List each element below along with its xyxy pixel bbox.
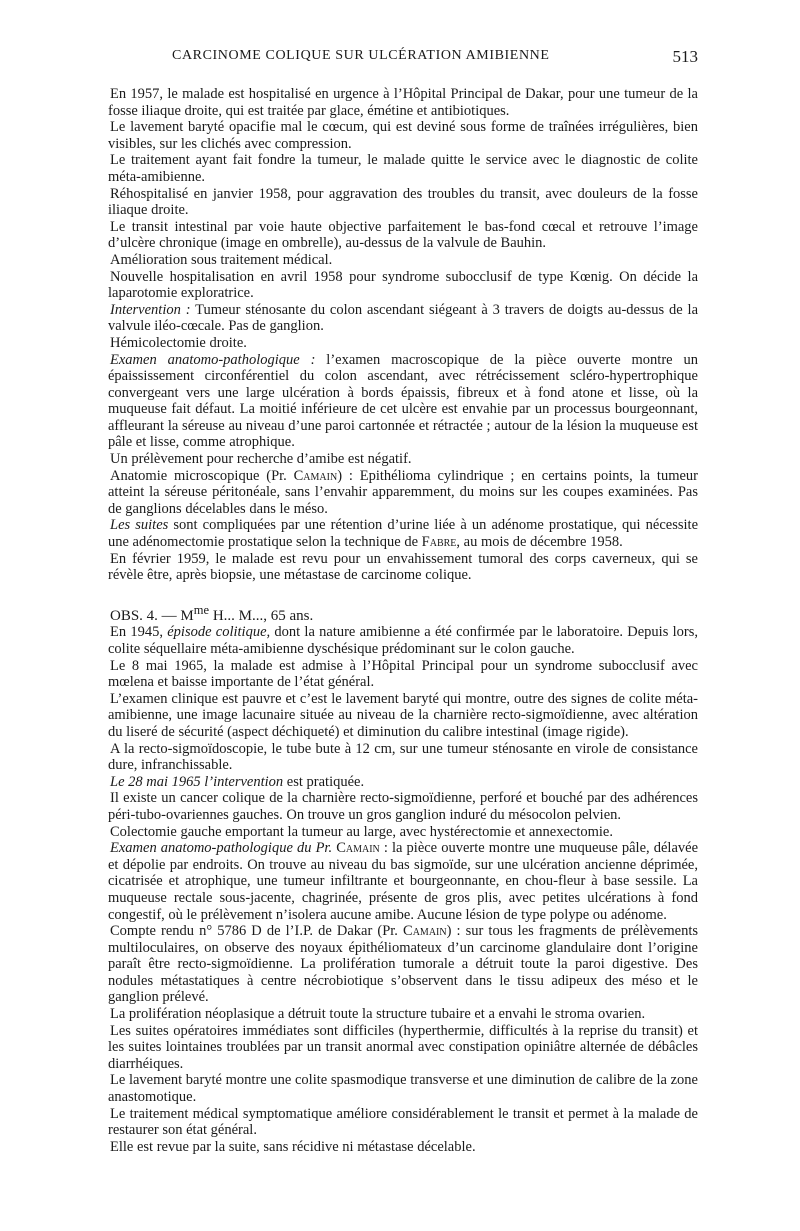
paragraph [108, 468, 698, 518]
heading-text: OBS. 4. — M [110, 607, 194, 624]
paragraph [108, 840, 698, 923]
running-header [110, 48, 698, 72]
observation-heading [108, 602, 698, 625]
author-name: Camain [293, 467, 338, 484]
paragraph-text: sont compliquées par une rétention d’urine liée à un adénome prostatique, qui nécessite une adénomectomie prostatique selon la technique de [108, 517, 699, 551]
paragraph: Le transit intestinal par voie haute objective parfaitement le bas-fond cœcal et retrouve l’image d’ulcère chronique (image en ombrelle), au-dessus de la valvule de Bauhin. [108, 218, 698, 252]
paragraph-italic: Examen anatomo-pathologique du Pr. [110, 840, 337, 857]
paragraph: La prolifération néoplasique a détruit toute la structure tubaire et a envahi le stroma ovarien. [110, 1006, 646, 1023]
paragraph-text: ) : sur tous les fragments de prélèvements multiloculaires, on observe des noyaux épithéliomateux d’un carcinome glandulaire dont l’origine paraît être recto-sigmoïdienne. La prolifération tumorale a détruit toute la paroi digestive. Des nodules métastatiques à centre nécrobiotique s’observent dans le tissu adipeux des méso et le ganglion prélevé. [108, 923, 699, 1006]
paragraph-text: est pratiquée. [283, 773, 365, 790]
paragraph: En février 1959, le malade est revu pour un envahissement tumoral des corps caverneux, qui se révèle être, après biopsie, une métastase de carcinome colique. [108, 550, 698, 584]
paragraph-text: l’examen macroscopique de la pièce ouverte montre un épaississement circonférentiel du colon ascendant, avec rétrécissement scléro-hypertrophique convergeant vers une large ulcération à bords épaissis, fibreux et à fond atone et lisse, où la muqueuse fait défaut. La moitié inférieure de cet ulcère est envahie par un processus bourgeonnant, affleurant la séreuse au niveau d’une paroi cartonnée et rétractée ; autour de la lésion la muqueuse est pâle et lisse, comme atrophique. [108, 351, 698, 451]
heading-superscript: me [193, 602, 210, 617]
paragraph [108, 302, 698, 335]
paragraph-label: Intervention : [110, 301, 191, 318]
paragraph: Les suites opératoires immédiates sont difficiles (hyperthermie, difficultés à la reprise du transit) et les suites lointaines troublées par un transit anormal avec constipation opiniâtre alternée de débâcles diarrhéiques. [108, 1022, 698, 1072]
paragraph: Il existe un cancer colique de la charnière recto-sigmoïdienne, perforé et bouché par des adhérences péri-tubo-ovariennes gauches. On trouve un gros ganglion induré du mésocolon pelvien. [108, 790, 698, 823]
paragraph-text: : la pièce ouverte montre une muqueuse pâle, délavée et dépolie par endroits. On trouve au niveau du bas sigmoïde, sur une ulcération ancienne déprimée, cicatrisée et atrophique, une tumeur infiltrante et bourgeonnante, en chou-fleur à base sessile. La muqueuse rectale sous-jacente, chagrinée, présente de gros plis, avec petites ulcérations à fond congestif, où le prélèvement n’isolera aucune amibe. Aucune lésion de type polype ou adénome. [108, 840, 699, 923]
paragraph-label: Examen anatomo-pathologique : [110, 351, 316, 368]
author-name: Camain [336, 840, 380, 857]
paragraph [108, 923, 698, 1006]
paragraph-text: dont la nature amibienne a été confirmée par le laboratoire. Depuis lors, colite séquellaire méta-amibienne dyschésique prédominant sur le colon gauche. [108, 624, 698, 657]
paragraph-text: Tumeur sténosante du colon ascendant siégeant à 3 travers de doigts au-dessus de la valvule iléo-cœcale. Pas de ganglion. [108, 301, 699, 335]
paragraph-italic: Le 28 mai 1965 l’intervention [110, 773, 284, 790]
author-name: Camain [403, 923, 447, 940]
paragraph [108, 774, 698, 791]
paragraph: Le 8 mai 1965, la malade est admise à l’Hôpital Principal pour un syndrome subocclusif avec mœlena et baisse importante de l’état général. [108, 657, 698, 691]
paragraph [108, 624, 698, 657]
paragraph: Un prélèvement pour recherche d’amibe est négatif. [110, 451, 412, 468]
paragraph: En 1957, le malade est hospitalisé en urgence à l’Hôpital Principal de Dakar, pour une tumeur de la fosse iliaque droite, qui est traitée par glace, émétine et antibiotiques. [108, 86, 698, 119]
paragraph: Hémicolectomie droite. [110, 334, 247, 351]
section-spacer [108, 584, 698, 602]
page-number: 513 [672, 47, 698, 66]
paragraph: Elle est revue par la suite, sans récidive ni métastase décelable. [110, 1138, 476, 1155]
paragraph-text: En 1945, [110, 624, 168, 641]
paragraph: Le lavement baryté opacifie mal le cœcum, qui est deviné sous forme de traînées irrégulières, bien visibles, sur les clichés avec compression. [108, 119, 698, 152]
paragraph [108, 352, 698, 452]
author-name: Fabre [421, 534, 457, 551]
paragraph: Réhospitalisé en janvier 1958, pour aggravation des troubles du transit, avec douleurs de la fosse iliaque droite. [108, 185, 698, 219]
body-text [108, 86, 698, 1155]
paragraph: Le lavement baryté montre une colite spasmodique transverse et une diminution de calibre de la zone anastomotique. [108, 1072, 698, 1106]
paragraph: Le traitement ayant fait fondre la tumeur, le malade quitte le service avec le diagnostic de colite méta-amibienne. [108, 152, 698, 185]
paragraph: Le traitement médical symptomatique améliore considérablement le transit et permet à la malade de restaurer son état général. [108, 1105, 698, 1139]
paragraph: Colectomie gauche emportant la tumeur au large, avec hystérectomie et annexectomie. [110, 823, 613, 840]
paragraph-text: , au mois de décembre 1958. [456, 534, 623, 551]
paragraph-italic: épisode colitique, [167, 624, 271, 641]
paragraph: L’examen clinique est pauvre et c’est le lavement baryté qui montre, outre des signes de colite méta-amibienne, une image lacunaire située au niveau de la charnière recto-sigmoïdienne, avec altération du liseré de sécurité (aspect déchiqueté) et diminution du calibre intestinal (image rigide). [108, 690, 698, 740]
paragraph-text: ) : Epithélioma cylindrique ; en certains points, la tumeur atteint la séreuse péritonéale, sans l’envahir apparemment, du moins sur les coupes examinées. Pas de ganglions décelables dans le méso. [108, 467, 698, 517]
paragraph-label: Les suites [110, 517, 169, 534]
paragraph-text: Compte rendu n° 5786 D de l’I.P. de Dakar (Pr. [110, 923, 404, 940]
paragraph-text: Anatomie microscopique (Pr. [110, 467, 294, 484]
running-title: CARCINOME COLIQUE SUR ULCÉRATION AMIBIENNE [172, 48, 550, 63]
paragraph: A la recto-sigmoïdoscopie, le tube bute à 12 cm, sur une tumeur sténosante en virole de consistance dure, infranchissable. [108, 740, 698, 774]
heading-text: H... M..., 65 ans. [209, 607, 314, 624]
paragraph: Amélioration sous traitement médical. [110, 251, 333, 268]
paragraph [108, 517, 698, 550]
paragraph: Nouvelle hospitalisation en avril 1958 pour syndrome subocclusif de type Kœnig. On décide la laparotomie exploratrice. [108, 268, 698, 302]
